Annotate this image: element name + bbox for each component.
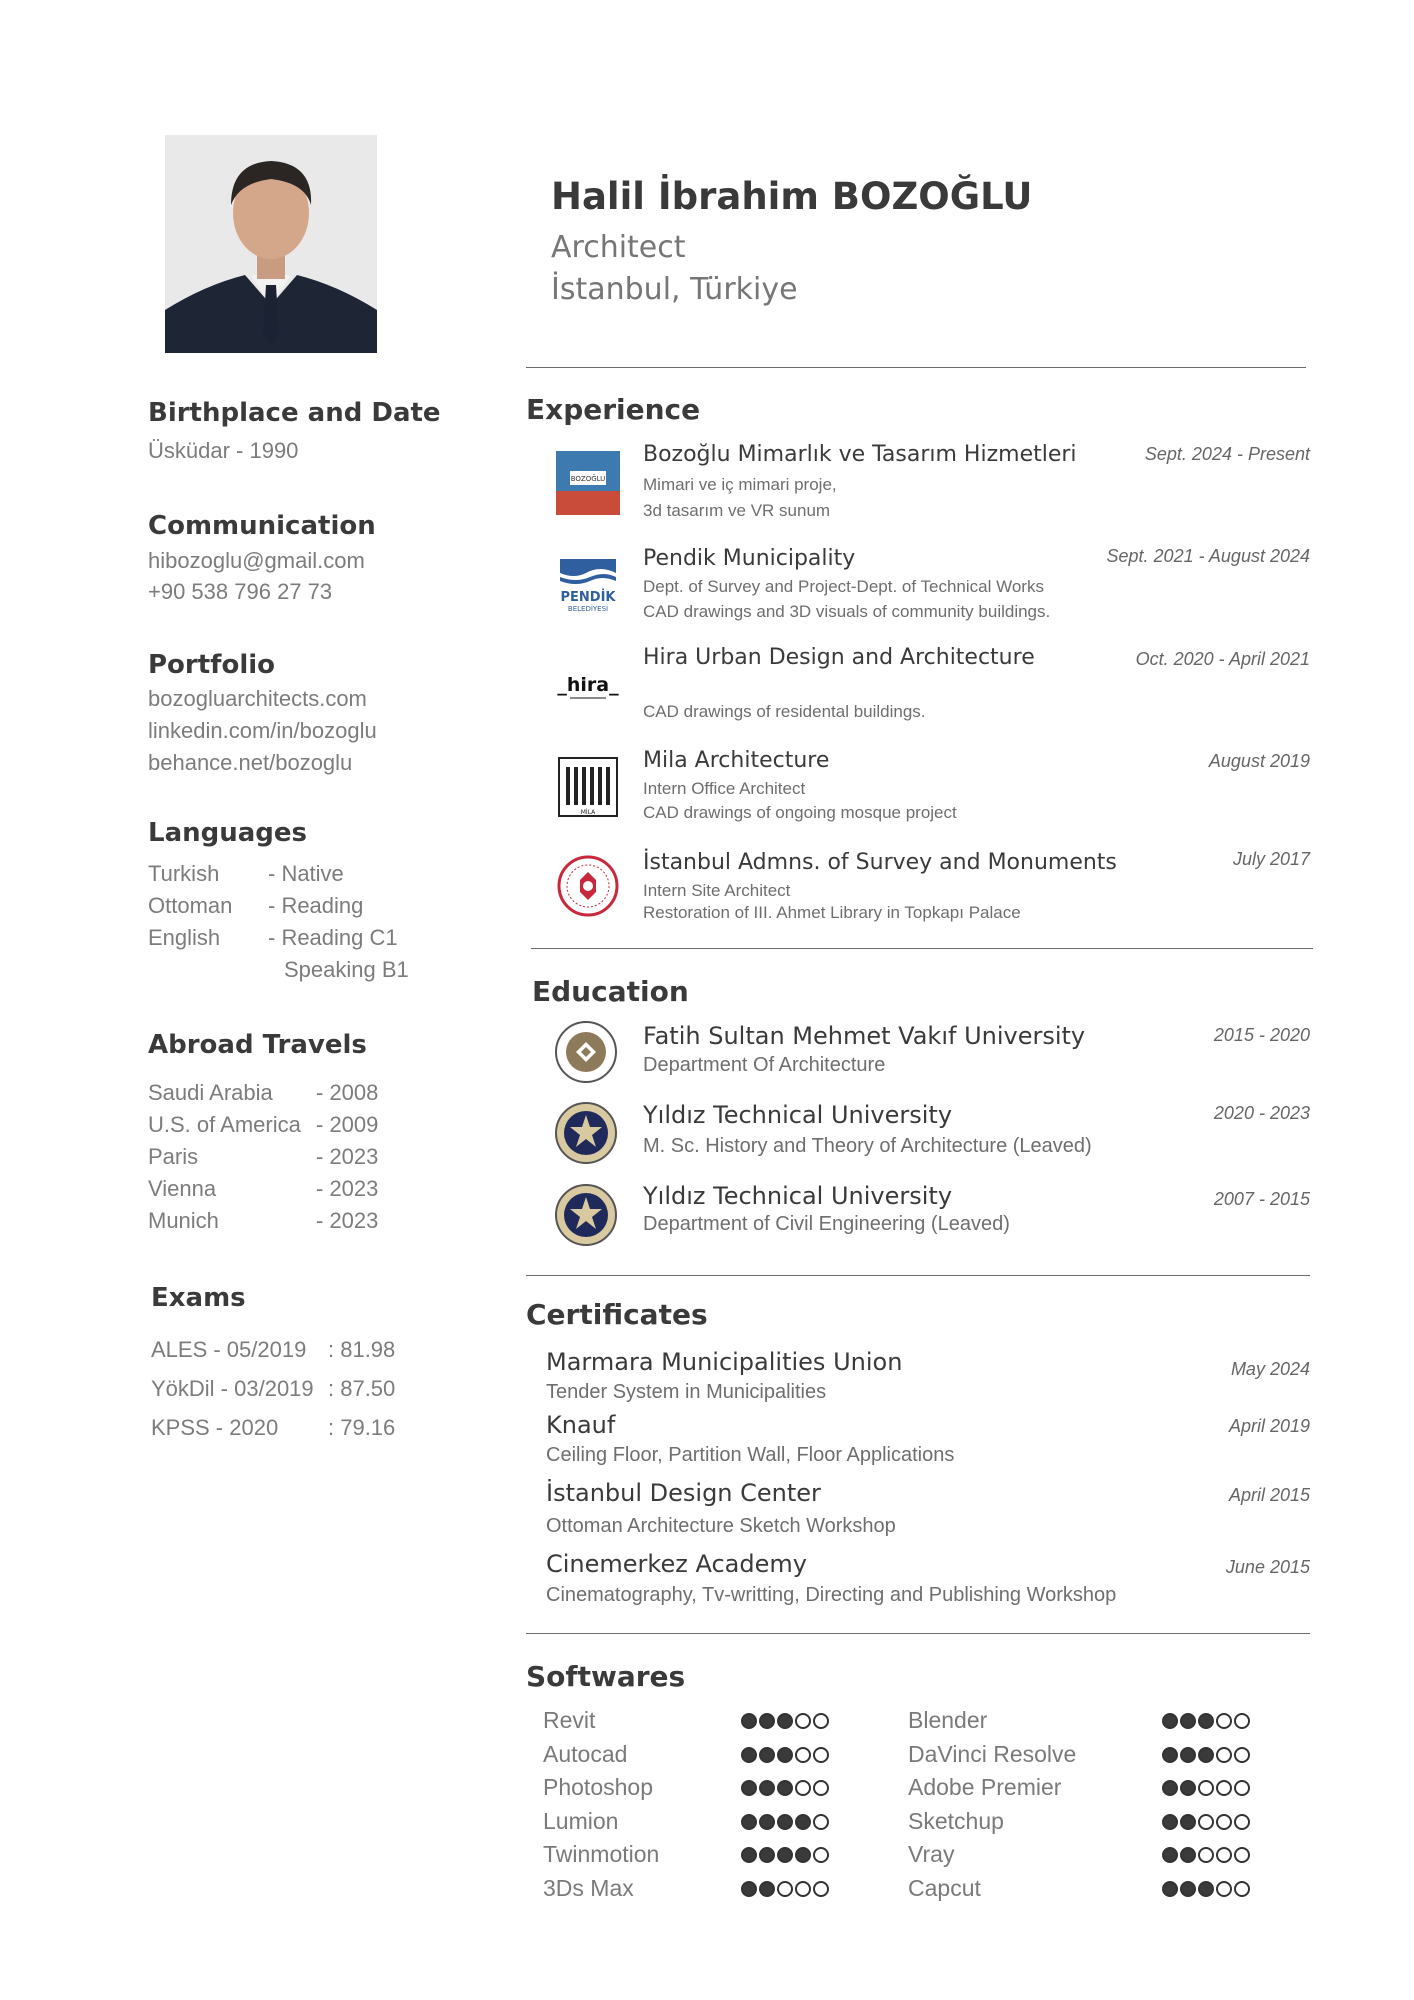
rating-dot-filled (1198, 1747, 1214, 1763)
certificate-description: Cinematography, Tv-writting, Directing and Publishing Workshop (546, 1584, 1117, 1606)
experience-company: Bozoğlu Mimarlık ve Tasarım Hizmetleri (643, 442, 1077, 467)
rating-dot-filled (777, 1847, 793, 1863)
rating-dot-empty (1216, 1713, 1232, 1729)
rating-dot-filled (759, 1847, 775, 1863)
certificates-heading: Certificates (526, 1298, 708, 1331)
rating-dot-filled (759, 1780, 775, 1796)
rating-dot-empty (813, 1881, 829, 1897)
education-school: Yıldız Technical University (643, 1182, 953, 1210)
travel-place: Saudi Arabia (148, 1080, 273, 1105)
certificate-description: Ottoman Architecture Sketch Workshop (546, 1515, 896, 1537)
certificate-name: Cinemerkez Academy (546, 1550, 807, 1578)
rating-dot-empty (1216, 1780, 1232, 1796)
travel-place: Vienna (148, 1176, 217, 1201)
rating-dot-filled (759, 1814, 775, 1830)
experience-detail: 3d tasarım ve VR sunum (643, 501, 831, 520)
rating-dot-filled (1162, 1881, 1178, 1897)
rating-dot-filled (1162, 1747, 1178, 1763)
experience-detail: CAD drawings and 3D visuals of community buildings. (643, 602, 1051, 621)
exam-score: : 81.98 (328, 1337, 396, 1362)
rating-dot-filled (741, 1713, 757, 1729)
rating-dot-filled (759, 1713, 775, 1729)
rating-dot-empty (813, 1780, 829, 1796)
travel-place: Paris (148, 1144, 199, 1169)
birth-heading: Birthplace and Date (148, 398, 441, 428)
rating-dot-filled (759, 1881, 775, 1897)
rating-dot-filled (1198, 1713, 1214, 1729)
ytu-seal-icon (554, 1101, 618, 1165)
travel-place: U.S. of America (148, 1112, 301, 1137)
languages-heading: Languages (148, 818, 308, 848)
certificate-description: Tender System in Municipalities (546, 1381, 827, 1403)
exams-heading: Exams (151, 1283, 246, 1313)
divider (526, 1275, 1310, 1276)
communication-heading: Communication (148, 511, 376, 541)
hira-logo-icon (556, 655, 620, 719)
rating-dot-empty (795, 1881, 811, 1897)
rating-dot-empty (1216, 1847, 1232, 1863)
rating-dot-filled (741, 1847, 757, 1863)
skill-rating (1162, 1713, 1250, 1729)
skill-rating (1162, 1814, 1250, 1830)
rating-dot-filled (1180, 1780, 1196, 1796)
certificate-description: Ceiling Floor, Partition Wall, Floor Applications (546, 1444, 955, 1466)
travel-year: - 2023 (316, 1208, 379, 1233)
rating-dot-empty (1234, 1881, 1250, 1897)
skill-rating (741, 1881, 829, 1897)
rating-dot-filled (741, 1747, 757, 1763)
experience-detail: CAD drawings of residental buildings. (643, 702, 926, 721)
profile-photo (165, 135, 377, 353)
rating-dot-empty (777, 1881, 793, 1897)
rating-dot-filled (777, 1713, 793, 1729)
softwares-heading: Softwares (526, 1660, 686, 1693)
logo-text: BOZOĞLU (570, 475, 606, 483)
rating-dot-empty (1216, 1747, 1232, 1763)
portfolio-link[interactable]: behance.net/bozoglu (148, 750, 353, 775)
birth-value: Üsküdar - 1990 (148, 438, 299, 463)
travel-year: - 2023 (316, 1144, 379, 1169)
experience-date: July 2017 (1232, 849, 1310, 869)
job-title: Architect (551, 230, 686, 265)
fsmvu-seal-icon (554, 1020, 618, 1084)
exam-score: : 87.50 (328, 1376, 396, 1401)
rating-dot-filled (795, 1847, 811, 1863)
location: İstanbul, Türkiye (551, 272, 798, 307)
rating-dot-empty (813, 1814, 829, 1830)
skill-rating (741, 1847, 829, 1863)
experience-date: August 2019 (1208, 751, 1310, 771)
skill-rating (1162, 1881, 1250, 1897)
language-level: - Reading C1 (268, 925, 398, 950)
rating-dot-filled (1162, 1847, 1178, 1863)
phone-number[interactable]: +90 538 796 27 73 (148, 579, 333, 604)
education-department: Department of Civil Engineering (Leaved) (643, 1213, 1010, 1235)
bozoglu-logo-icon (556, 451, 620, 515)
certificate-date: June 2015 (1225, 1557, 1310, 1577)
exam-name: KPSS - 2020 (151, 1415, 279, 1440)
divider (526, 1633, 1310, 1634)
experience-detail: Mimari ve iç mimari proje, (643, 475, 837, 494)
rating-dot-filled (1198, 1881, 1214, 1897)
rating-dot-filled (795, 1814, 811, 1830)
rating-dot-filled (777, 1780, 793, 1796)
education-heading: Education (532, 975, 689, 1008)
divider (526, 367, 1306, 368)
software-name: 3Ds Max (543, 1875, 634, 1901)
travels-heading: Abroad Travels (148, 1030, 367, 1060)
certificate-date: April 2015 (1228, 1485, 1310, 1505)
experience-date: Oct. 2020 - April 2021 (1135, 649, 1310, 669)
experience-company: Hira Urban Design and Architecture (643, 645, 1035, 670)
portfolio-link[interactable]: bozogluarchitects.com (148, 686, 367, 711)
skill-rating (741, 1780, 829, 1796)
rating-dot-filled (1180, 1747, 1196, 1763)
language-name: Turkish (148, 861, 220, 886)
certificate-date: April 2019 (1228, 1416, 1310, 1436)
certificate-name: İstanbul Design Center (546, 1479, 821, 1507)
experience-detail: Dept. of Survey and Project-Dept. of Technical Works (643, 577, 1044, 596)
mila-logo-icon (556, 755, 620, 819)
education-date: 2007 - 2015 (1213, 1189, 1310, 1209)
rating-dot-empty (1198, 1780, 1214, 1796)
rating-dot-filled (741, 1881, 757, 1897)
rating-dot-filled (1180, 1713, 1196, 1729)
rating-dot-filled (1162, 1780, 1178, 1796)
experience-date: Sept. 2021 - August 2024 (1106, 546, 1310, 566)
exam-name: ALES - 05/2019 (151, 1337, 307, 1362)
rating-dot-empty (1216, 1881, 1232, 1897)
travel-year: - 2009 (316, 1112, 379, 1137)
rating-dot-empty (1216, 1814, 1232, 1830)
skill-rating (741, 1713, 829, 1729)
rating-dot-empty (795, 1747, 811, 1763)
language-level: - Reading (268, 893, 364, 918)
rating-dot-empty (1198, 1814, 1214, 1830)
rating-dot-empty (1234, 1847, 1250, 1863)
language-level-extra: Speaking B1 (284, 957, 409, 982)
survey-monuments-logo-icon (556, 854, 620, 918)
pendik-logo-icon (556, 551, 620, 615)
rating-dot-empty (813, 1713, 829, 1729)
software-name: Photoshop (543, 1774, 653, 1800)
education-department: M. Sc. History and Theory of Architecture (Leaved) (643, 1135, 1092, 1157)
rating-dot-filled (1162, 1713, 1178, 1729)
experience-detail: CAD drawings of ongoing mosque project (643, 803, 957, 822)
rating-dot-empty (813, 1847, 829, 1863)
portfolio-heading: Portfolio (148, 650, 276, 680)
rating-dot-empty (1234, 1713, 1250, 1729)
software-name: Revit (543, 1707, 596, 1733)
rating-dot-empty (813, 1747, 829, 1763)
experience-detail: Intern Office Architect (643, 779, 806, 798)
full-name: Halil İbrahim BOZOĞLU (551, 175, 1033, 218)
person-portrait-icon (165, 135, 377, 353)
travel-place: Munich (148, 1208, 219, 1233)
exam-name: YökDil - 03/2019 (151, 1376, 314, 1401)
rating-dot-empty (1234, 1780, 1250, 1796)
experience-heading: Experience (526, 393, 701, 426)
skill-rating (1162, 1780, 1250, 1796)
experience-company: İstanbul Admns. of Survey and Monuments (643, 850, 1117, 875)
travel-year: - 2023 (316, 1176, 379, 1201)
experience-company: Pendik Municipality (643, 546, 856, 571)
ytu-seal-icon (554, 1183, 618, 1247)
rating-dot-empty (1234, 1814, 1250, 1830)
logo-text: MİLA (580, 809, 596, 816)
rating-dot-empty (795, 1713, 811, 1729)
certificate-name: Marmara Municipalities Union (546, 1348, 903, 1376)
software-name: Capcut (908, 1875, 981, 1901)
software-name: Twinmotion (543, 1841, 660, 1867)
experience-company: Mila Architecture (643, 748, 830, 773)
rating-dot-filled (1180, 1814, 1196, 1830)
language-name: Ottoman (148, 893, 233, 918)
certificate-name: Knauf (546, 1411, 616, 1439)
rating-dot-filled (1180, 1847, 1196, 1863)
skill-rating (1162, 1847, 1250, 1863)
education-date: 2015 - 2020 (1213, 1025, 1310, 1045)
language-level: - Native (268, 861, 344, 886)
experience-date: Sept. 2024 - Present (1144, 444, 1310, 464)
experience-detail: Restoration of III. Ahmet Library in Topkapı Palace (643, 903, 1021, 922)
rating-dot-filled (1180, 1881, 1196, 1897)
software-name: Adobe Premier (908, 1774, 1062, 1800)
exam-score: : 79.16 (328, 1415, 396, 1440)
email-link[interactable]: hibozoglu@gmail.com (148, 548, 365, 573)
rating-dot-filled (777, 1747, 793, 1763)
skill-rating (741, 1747, 829, 1763)
certificate-date: May 2024 (1230, 1359, 1310, 1379)
education-school: Yıldız Technical University (643, 1101, 953, 1129)
education-department: Department Of Architecture (643, 1054, 886, 1076)
rating-dot-filled (1162, 1814, 1178, 1830)
software-name: Autocad (543, 1741, 628, 1767)
education-school: Fatih Sultan Mehmet Vakıf University (643, 1022, 1086, 1050)
rating-dot-filled (759, 1747, 775, 1763)
travel-year: - 2008 (316, 1080, 379, 1105)
software-name: Lumion (543, 1808, 619, 1834)
rating-dot-empty (1198, 1847, 1214, 1863)
rating-dot-filled (741, 1780, 757, 1796)
divider (531, 948, 1313, 949)
rating-dot-filled (777, 1814, 793, 1830)
rating-dot-filled (741, 1814, 757, 1830)
skill-rating (1162, 1747, 1250, 1763)
logo-text: PENDİK (560, 590, 616, 605)
logo-subtext: BELEDİYESİ (567, 605, 609, 613)
rating-dot-empty (1234, 1747, 1250, 1763)
portfolio-link[interactable]: linkedin.com/in/bozoglu (148, 718, 377, 743)
skill-rating (741, 1814, 829, 1830)
software-name: DaVinci Resolve (908, 1741, 1077, 1767)
software-name: Sketchup (908, 1808, 1004, 1834)
software-name: Blender (908, 1707, 988, 1733)
software-name: Vray (908, 1841, 955, 1867)
rating-dot-empty (795, 1780, 811, 1796)
language-name: English (148, 925, 221, 950)
education-date: 2020 - 2023 (1213, 1103, 1310, 1123)
experience-detail: Intern Site Architect (643, 881, 791, 900)
logo-text: _hira_ (557, 674, 619, 696)
